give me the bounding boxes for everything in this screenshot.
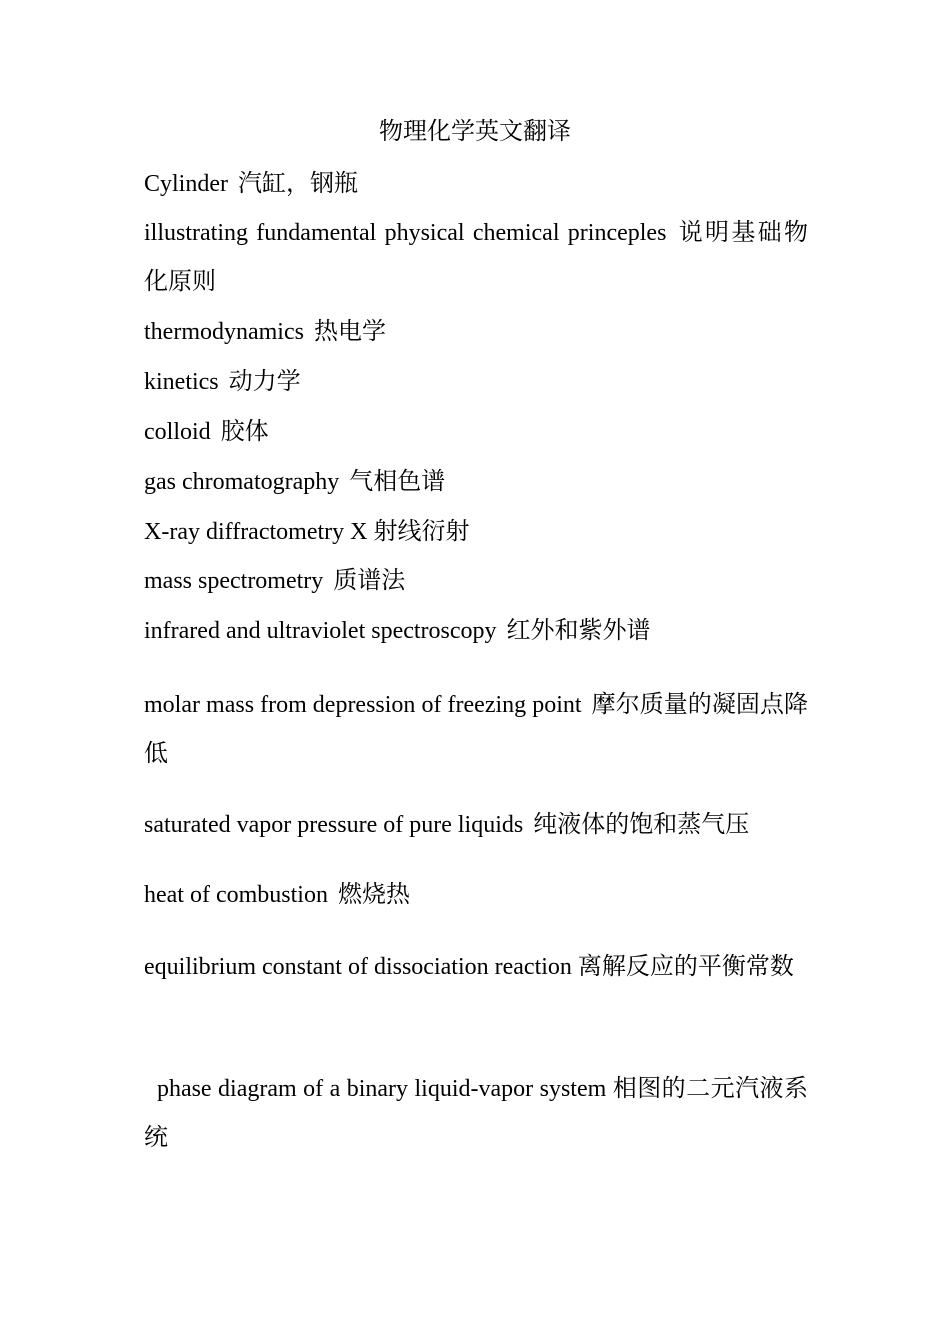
entry-chinese: 动力学 bbox=[228, 369, 301, 395]
entry-english: illustrating fundamental physical chemical princeples bbox=[144, 220, 667, 246]
glossary-entry bbox=[144, 308, 808, 357]
glossary-entry bbox=[144, 508, 808, 557]
glossary-entry bbox=[144, 1065, 808, 1163]
entry-english: infrared and ultraviolet spectroscopy bbox=[144, 618, 497, 644]
glossary-entry bbox=[144, 458, 808, 507]
glossary-entry bbox=[144, 607, 808, 656]
entry-english: gas chromatography bbox=[144, 469, 340, 495]
entry-chinese: 气相色谱 bbox=[349, 469, 446, 495]
entry-english: kinetics bbox=[144, 369, 219, 395]
glossary-entry bbox=[144, 160, 808, 209]
entry-chinese: 汽缸，钢瓶 bbox=[238, 171, 358, 197]
entry-english: phase diagram of a binary liquid-vapor system bbox=[156, 1076, 607, 1102]
entry-chinese: 燃烧热 bbox=[337, 882, 410, 908]
entry-english: saturated vapor pressure of pure liquids bbox=[144, 812, 524, 838]
entry-english: colloid bbox=[144, 419, 211, 445]
entry-chinese: 热电学 bbox=[313, 319, 386, 345]
entry-chinese: 说明基础物化原则 bbox=[144, 220, 808, 295]
glossary-entry bbox=[144, 557, 808, 606]
glossary-entry bbox=[144, 209, 808, 307]
entry-english: mass spectrometry bbox=[144, 568, 324, 594]
entry-chinese: 红外和紫外谱 bbox=[506, 618, 651, 644]
entry-english: molar mass from depression of freezing point bbox=[144, 692, 582, 718]
entry-chinese: 离解反应的平衡常数 bbox=[577, 954, 794, 980]
document-title: 物理化学英文翻译 bbox=[379, 119, 571, 145]
glossary-entry bbox=[144, 801, 808, 850]
entry-chinese: 相图的二元汽液系统 bbox=[144, 1076, 809, 1151]
entry-chinese: 胶体 bbox=[220, 419, 269, 445]
glossary-entry bbox=[144, 408, 808, 457]
glossary-entry bbox=[144, 358, 808, 407]
entry-english: Cylinder bbox=[144, 171, 228, 197]
entry-chinese: 质谱法 bbox=[333, 568, 406, 594]
entry-chinese: 摩尔质量的凝固点降低 bbox=[144, 692, 808, 767]
entry-english: thermodynamics bbox=[144, 319, 304, 345]
glossary-entry bbox=[144, 681, 808, 779]
glossary-entry bbox=[144, 871, 808, 920]
entry-chinese: X 射线衍射 bbox=[350, 519, 470, 545]
entry-english: equilibrium constant of dissociation reaction bbox=[144, 954, 572, 980]
glossary-entry bbox=[144, 943, 808, 992]
entry-chinese: 纯液体的饱和蒸气压 bbox=[533, 812, 750, 838]
entry-english: heat of combustion bbox=[144, 882, 328, 908]
entry-english: X-ray diffractometry bbox=[144, 519, 345, 545]
